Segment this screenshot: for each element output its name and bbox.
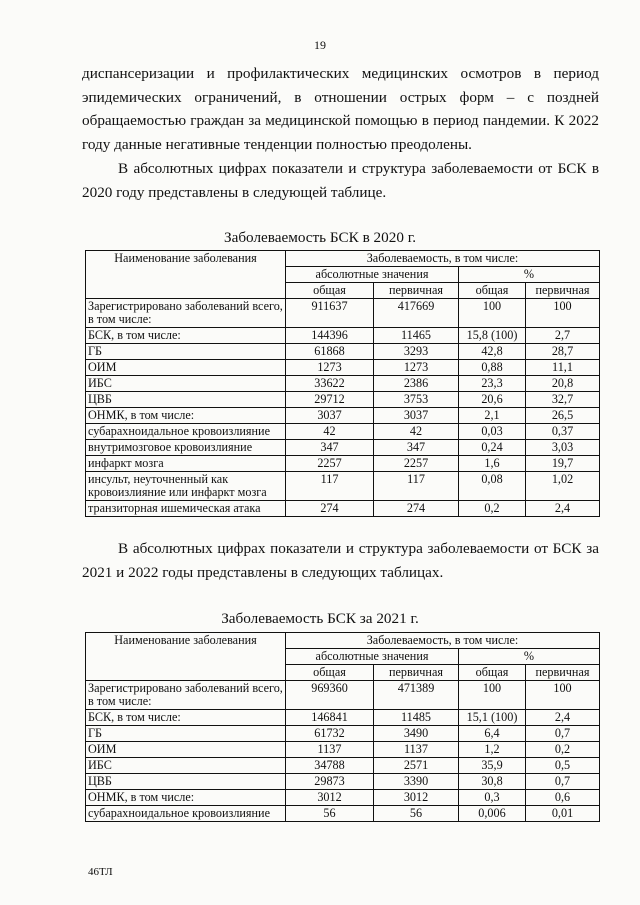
- header-pct-total: общая: [459, 283, 526, 299]
- cell-abs-primary: 3390: [374, 774, 459, 790]
- cell-abs-total: 1137: [286, 742, 374, 758]
- cell-abs-primary: 3037: [374, 408, 459, 424]
- cell-abs-total: 42: [286, 424, 374, 440]
- table-row: [86, 376, 600, 392]
- cell-abs-primary: 1273: [374, 360, 459, 376]
- cell-pct-primary: 2,4: [526, 710, 600, 726]
- cell-abs-primary: 2571: [374, 758, 459, 774]
- cell-abs-total: 61868: [286, 344, 374, 360]
- header-abs-total: общая: [286, 283, 374, 299]
- table-row: [86, 806, 600, 822]
- header-percent: %: [459, 267, 600, 283]
- table-row: [86, 424, 600, 440]
- cell-abs-primary: 117: [374, 472, 459, 501]
- cell-abs-primary: 1137: [374, 742, 459, 758]
- cell-abs-primary: 2386: [374, 376, 459, 392]
- header-pct-primary: первичная: [526, 283, 600, 299]
- cell-abs-primary: 3490: [374, 726, 459, 742]
- row-name: ИБС: [86, 376, 286, 392]
- header-incidence-group: Заболеваемость, в том числе:: [286, 251, 600, 267]
- header-abs-total: общая: [286, 665, 374, 681]
- row-name: ГБ: [86, 344, 286, 360]
- cell-pct-total: 2,1: [459, 408, 526, 424]
- row-name: ЦВБ: [86, 774, 286, 790]
- table-row: [86, 758, 600, 774]
- row-name: Зарегистрировано заболеваний всего, в том числе:: [86, 681, 286, 710]
- table-row: [86, 299, 600, 328]
- cell-abs-primary: 3753: [374, 392, 459, 408]
- cell-abs-total: 3037: [286, 408, 374, 424]
- row-name: БСК, в том числе:: [86, 328, 286, 344]
- table-row: [86, 726, 600, 742]
- cell-pct-total: 100: [459, 681, 526, 710]
- row-name: ГБ: [86, 726, 286, 742]
- cell-abs-total: 2257: [286, 456, 374, 472]
- table-row: [86, 392, 600, 408]
- header-pct-total: общая: [459, 665, 526, 681]
- cell-abs-total: 144396: [286, 328, 374, 344]
- cell-abs-total: 34788: [286, 758, 374, 774]
- page-number: 19: [314, 38, 326, 52]
- table-row: [86, 501, 600, 517]
- cell-pct-primary: 100: [526, 299, 600, 328]
- cell-abs-primary: 2257: [374, 456, 459, 472]
- row-name: ОИМ: [86, 360, 286, 376]
- header-disease-name: Наименование заболевания: [86, 251, 286, 299]
- table-row: [86, 472, 600, 501]
- cell-abs-total: 911637: [286, 299, 374, 328]
- row-name: Зарегистрировано заболеваний всего, в том числе:: [86, 299, 286, 328]
- cell-pct-total: 1,2: [459, 742, 526, 758]
- cell-pct-total: 15,1 (100): [459, 710, 526, 726]
- table-row: [86, 774, 600, 790]
- cell-abs-primary: 11465: [374, 328, 459, 344]
- cell-pct-total: 100: [459, 299, 526, 328]
- row-name: ЦВБ: [86, 392, 286, 408]
- cell-pct-primary: 1,02: [526, 472, 600, 501]
- cell-pct-primary: 11,1: [526, 360, 600, 376]
- cell-abs-total: 146841: [286, 710, 374, 726]
- cell-pct-total: 0,08: [459, 472, 526, 501]
- cell-pct-total: 1,6: [459, 456, 526, 472]
- table-row: [86, 440, 600, 456]
- cell-pct-primary: 2,7: [526, 328, 600, 344]
- header-absolute: абсолютные значения: [286, 649, 459, 665]
- cell-pct-primary: 20,8: [526, 376, 600, 392]
- cell-pct-primary: 32,7: [526, 392, 600, 408]
- cell-abs-total: 347: [286, 440, 374, 456]
- paragraph-2: В абсолютных цифрах показатели и структура заболеваемости от БСК в 2020 году представлены в следующей таблице.: [82, 160, 599, 201]
- header-abs-primary: первичная: [374, 283, 459, 299]
- row-name: ОИМ: [86, 742, 286, 758]
- table-2021: [85, 632, 600, 822]
- table-row: [86, 408, 600, 424]
- table2-caption: Заболеваемость БСК за 2021 г.: [221, 610, 419, 627]
- table-row: [86, 681, 600, 710]
- row-name: ОНМК, в том числе:: [86, 408, 286, 424]
- cell-pct-primary: 2,4: [526, 501, 600, 517]
- header-pct-primary: первичная: [526, 665, 600, 681]
- cell-pct-total: 15,8 (100): [459, 328, 526, 344]
- cell-abs-total: 969360: [286, 681, 374, 710]
- header-disease-name: Наименование заболевания: [86, 633, 286, 681]
- cell-abs-total: 56: [286, 806, 374, 822]
- footer-code: 46ТЛ: [88, 866, 113, 878]
- cell-pct-primary: 26,5: [526, 408, 600, 424]
- header-absolute: абсолютные значения: [286, 267, 459, 283]
- cell-pct-primary: 0,7: [526, 774, 600, 790]
- cell-abs-primary: 471389: [374, 681, 459, 710]
- row-name: ИБС: [86, 758, 286, 774]
- cell-pct-total: 42,8: [459, 344, 526, 360]
- table-row: [86, 790, 600, 806]
- cell-abs-total: 33622: [286, 376, 374, 392]
- cell-abs-primary: 3012: [374, 790, 459, 806]
- table-row: [86, 360, 600, 376]
- header-percent: %: [459, 649, 600, 665]
- cell-abs-total: 3012: [286, 790, 374, 806]
- cell-pct-primary: 3,03: [526, 440, 600, 456]
- row-name: субарахноидальное кровоизлияние: [86, 424, 286, 440]
- table-row: [86, 742, 600, 758]
- table1-caption: Заболеваемость БСК в 2020 г.: [223, 229, 417, 246]
- cell-abs-total: 29712: [286, 392, 374, 408]
- cell-abs-total: 29873: [286, 774, 374, 790]
- row-name: инфаркт мозга: [86, 456, 286, 472]
- row-name: БСК, в том числе:: [86, 710, 286, 726]
- cell-pct-primary: 19,7: [526, 456, 600, 472]
- table-row: [86, 328, 600, 344]
- cell-abs-total: 61732: [286, 726, 374, 742]
- cell-pct-total: 0,88: [459, 360, 526, 376]
- cell-pct-total: 0,3: [459, 790, 526, 806]
- table-row: [86, 710, 600, 726]
- cell-abs-primary: 56: [374, 806, 459, 822]
- cell-pct-primary: 28,7: [526, 344, 600, 360]
- row-name: ОНМК, в том числе:: [86, 790, 286, 806]
- table-row: [86, 344, 600, 360]
- cell-pct-primary: 0,6: [526, 790, 600, 806]
- row-name: инсульт, неуточненный как кровоизлияние или инфаркт мозга: [86, 472, 286, 501]
- cell-pct-primary: 0,5: [526, 758, 600, 774]
- table-row: [86, 456, 600, 472]
- header-abs-primary: первичная: [374, 665, 459, 681]
- cell-abs-primary: 42: [374, 424, 459, 440]
- row-name: транзиторная ишемическая атака: [86, 501, 286, 517]
- cell-pct-total: 0,2: [459, 501, 526, 517]
- paragraph-3: В абсолютных цифрах показатели и структура заболеваемости от БСК за 2021 и 2022 годы представлены в следующих таблицах.: [82, 540, 599, 581]
- table-2020: [85, 250, 600, 517]
- row-name: субарахноидальное кровоизлияние: [86, 806, 286, 822]
- cell-pct-total: 20,6: [459, 392, 526, 408]
- cell-abs-primary: 11485: [374, 710, 459, 726]
- cell-pct-total: 35,9: [459, 758, 526, 774]
- row-name: внутримозговое кровоизлияние: [86, 440, 286, 456]
- cell-abs-primary: 3293: [374, 344, 459, 360]
- cell-pct-total: 0,03: [459, 424, 526, 440]
- paragraph-1: диспансеризации и профилактических медицинских осмотров в период эпидемических ограничений, в отношении острых форм – с поздней обращаемостью граждан за медицинской помощью в период пандемии. К 2022 году данные негативные тенденции полностью преодолены.: [82, 65, 599, 153]
- cell-pct-primary: 0,37: [526, 424, 600, 440]
- cell-abs-total: 1273: [286, 360, 374, 376]
- cell-pct-primary: 0,7: [526, 726, 600, 742]
- cell-abs-primary: 347: [374, 440, 459, 456]
- cell-pct-total: 0,006: [459, 806, 526, 822]
- cell-pct-total: 30,8: [459, 774, 526, 790]
- header-incidence-group: Заболеваемость, в том числе:: [286, 633, 600, 649]
- cell-pct-total: 23,3: [459, 376, 526, 392]
- cell-pct-primary: 0,2: [526, 742, 600, 758]
- cell-pct-total: 6,4: [459, 726, 526, 742]
- cell-abs-primary: 417669: [374, 299, 459, 328]
- cell-pct-primary: 0,01: [526, 806, 600, 822]
- cell-abs-total: 117: [286, 472, 374, 501]
- cell-abs-primary: 274: [374, 501, 459, 517]
- cell-pct-total: 0,24: [459, 440, 526, 456]
- cell-abs-total: 274: [286, 501, 374, 517]
- cell-pct-primary: 100: [526, 681, 600, 710]
